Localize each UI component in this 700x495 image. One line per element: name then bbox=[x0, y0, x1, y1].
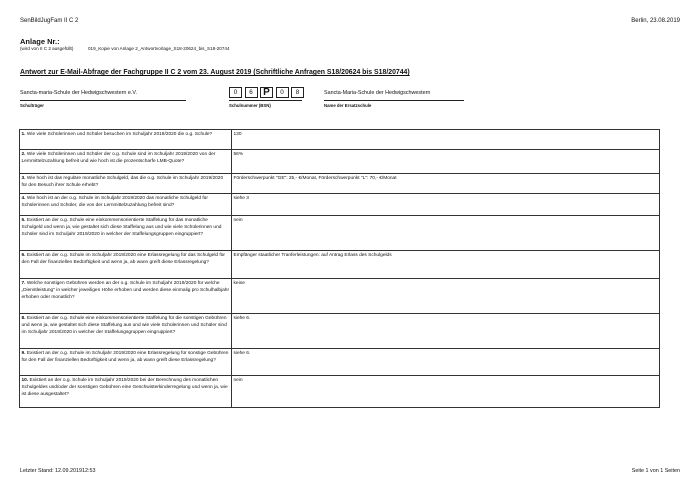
question-number: 4. bbox=[21, 196, 26, 201]
anlage-title: Anlage Nr.: bbox=[20, 37, 60, 46]
question-text: Existiert an der o.g. Schule eine einkommensorientierte Staffelung für die sonstigen Gebühren und wenn ja, wie gestaltet sich diese Staffelung aus und wie viele Schülerinnen und Schüler sind im Schuljahr 2019/2020 in welcher der Staffelungsgruppen eingruppiert? bbox=[21, 316, 227, 335]
question-text: Wie hoch ist an der o.g. Schule im Schuljahr 2019/2020 das monatliche Schulgeld für Schülerinnen und Schüler, die von der Lernmittelzuzahlung befreit sind? bbox=[21, 196, 208, 208]
question-cell bbox=[20, 376, 232, 408]
question-cell bbox=[20, 194, 232, 216]
question-text: Existiert an der o.g. Schule eine einkommensorientierte Staffelung für das monatliche Schulgeld und wenn ja, wie gestaltet sich diese Staffelung aus und wie viele Schülerinnen und Schüler sind im Schuljahr 2019/2020 in welcher der Staffelungsgruppen eingruppiert? bbox=[21, 218, 222, 237]
question-text: Existiert an der o.g. Schule im Schuljahr 2019/2020 eine Erlassregelung für sonstige Gebühren für den Fall der finanziellen Bedürftigkeit und wenn ja, ab wann greift diese Erlassregelung? bbox=[21, 351, 229, 363]
header-date: Berlin, 23.08.2019 bbox=[631, 18, 680, 24]
question-text: Wie viele Schülerinnen und Schüler der o.g. Schule sind im Schuljahr 2019/2020 von der Lernmittelzuzahlung befreit und wie hoch ist die prozentscharfe LMB-Quote? bbox=[21, 152, 216, 164]
question-number: 10. bbox=[21, 378, 29, 383]
answer-cell: keine bbox=[232, 279, 660, 314]
question-number: 2. bbox=[21, 152, 26, 157]
table-row bbox=[20, 314, 660, 349]
table-row bbox=[20, 216, 660, 251]
question-cell bbox=[20, 174, 232, 194]
question-cell bbox=[20, 279, 232, 314]
table-row bbox=[20, 376, 660, 408]
schulnummer-digit: 0 bbox=[276, 87, 289, 98]
answer-cell: siehe 6. bbox=[232, 349, 660, 376]
schultraeger-underline bbox=[20, 100, 186, 101]
schulnummer-label: Schulnummer (BSN) bbox=[229, 103, 271, 108]
header-department: SenBildJugFam II C 2 bbox=[20, 18, 79, 24]
question-text: Existiert an der o.g. Schule im Schuljahr 2019/2020 eine Erlassregelung für das Schulgeld für den Fall der finanziellen Bedürftigkeit und wenn ja, ab wann greift diese Erlassregelung? bbox=[21, 253, 225, 265]
question-number: 8. bbox=[21, 316, 26, 321]
schulnummer-underline bbox=[229, 100, 302, 101]
schultraeger-value: Sancta-maria-Schule der Hedwigschwestern e.V. bbox=[20, 90, 137, 96]
questions-table bbox=[19, 129, 660, 408]
table-row bbox=[20, 251, 660, 279]
question-cell bbox=[20, 349, 232, 376]
anlage-filename: 019_Kopie von Anlage 2_Antwortvorlage_S18-20624_bis_S18-20744 bbox=[88, 46, 230, 51]
question-cell bbox=[20, 314, 232, 349]
schulnummer-digit: 8 bbox=[291, 87, 304, 98]
schultraeger-label: Schulträger bbox=[20, 103, 44, 108]
question-text: Welche sonstigen Gebühren werden an der o.g. Schule im Schuljahr 2019/2020 für welche „Dienstleistung" in welcher jeweiligen Höhe erhoben und werden diese einmalig pro Schulhalbjahr erhoben oder monatlich? bbox=[21, 281, 230, 300]
schulnummer-digit: 6 bbox=[245, 87, 258, 98]
schulnummer-boxes bbox=[229, 87, 307, 98]
answer-cell: 56% bbox=[232, 150, 660, 174]
table-row bbox=[20, 279, 660, 314]
question-text: Wie hoch ist das reguläre monatliche Schulgeld, das die o.g. Schule im Schuljahr 2019/2020 für den Besuch ihrer Schule erhebt? bbox=[21, 176, 224, 188]
anlage-note: (wird von II C 2 ausgefüllt) bbox=[20, 46, 74, 51]
ersatzschule-value: Sancta-Maria-Schule der Hedwigschwestern bbox=[324, 90, 431, 96]
answer-cell: Förderschwerpunkt "GE": 25,- €/Monat, Förderschwerpunkt "L": 70,- €/Monat bbox=[232, 174, 660, 194]
question-text: Existiert an der o.g. Schule im Schuljahr 2019/2020 bei der Berechnung des monatlichen Schulgeldes und/oder der sonstigen Gebühren eine Geschwisterkinderregelung und wenn ja, wie ist diese ausgestaltet? bbox=[21, 378, 228, 397]
answer-cell: siehe 6. bbox=[232, 314, 660, 349]
question-cell bbox=[20, 150, 232, 174]
table-row bbox=[20, 349, 660, 376]
table-row bbox=[20, 150, 660, 174]
ersatzschule-label: Name der Ersatzschule bbox=[324, 103, 372, 108]
answer-cell: 130 bbox=[232, 130, 660, 150]
answer-cell: Empfänger staatlicher Tranferleistungen: auf Antrag Erlass des Schulgelds bbox=[232, 251, 660, 279]
document-title: Antwort zur E-Mail-Abfrage der Fachgruppe II C 2 vom 23. August 2019 (Schriftliche Anfragen S18/20624 bis S18/20744) bbox=[20, 69, 410, 76]
footer-last-updated: Letzter Stand: 12.09.201912:53 bbox=[20, 468, 96, 474]
footer-page-number: Seite 1 von 1 Seiten bbox=[631, 468, 680, 474]
question-number: 1. bbox=[21, 132, 26, 137]
table-row bbox=[20, 130, 660, 150]
schulnummer-digit: 0 bbox=[229, 87, 242, 98]
question-cell bbox=[20, 216, 232, 251]
question-text: Wie viele Schülerinnen und Schüler besuchen im Schuljahr 2019/2020 die o.g. Schule? bbox=[26, 132, 213, 137]
table-row bbox=[20, 174, 660, 194]
answer-cell: nein bbox=[232, 376, 660, 408]
question-number: 6. bbox=[21, 253, 26, 258]
ersatzschule-underline bbox=[324, 100, 464, 101]
question-number: 9. bbox=[21, 351, 26, 356]
answer-cell: siehe 3 bbox=[232, 194, 660, 216]
question-number: 5. bbox=[21, 218, 26, 223]
table-row bbox=[20, 194, 660, 216]
question-number: 3. bbox=[21, 176, 26, 181]
question-cell bbox=[20, 130, 232, 150]
answer-cell: nein bbox=[232, 216, 660, 251]
schulnummer-digit: P bbox=[260, 87, 273, 98]
question-cell bbox=[20, 251, 232, 279]
question-number: 7. bbox=[21, 281, 26, 286]
